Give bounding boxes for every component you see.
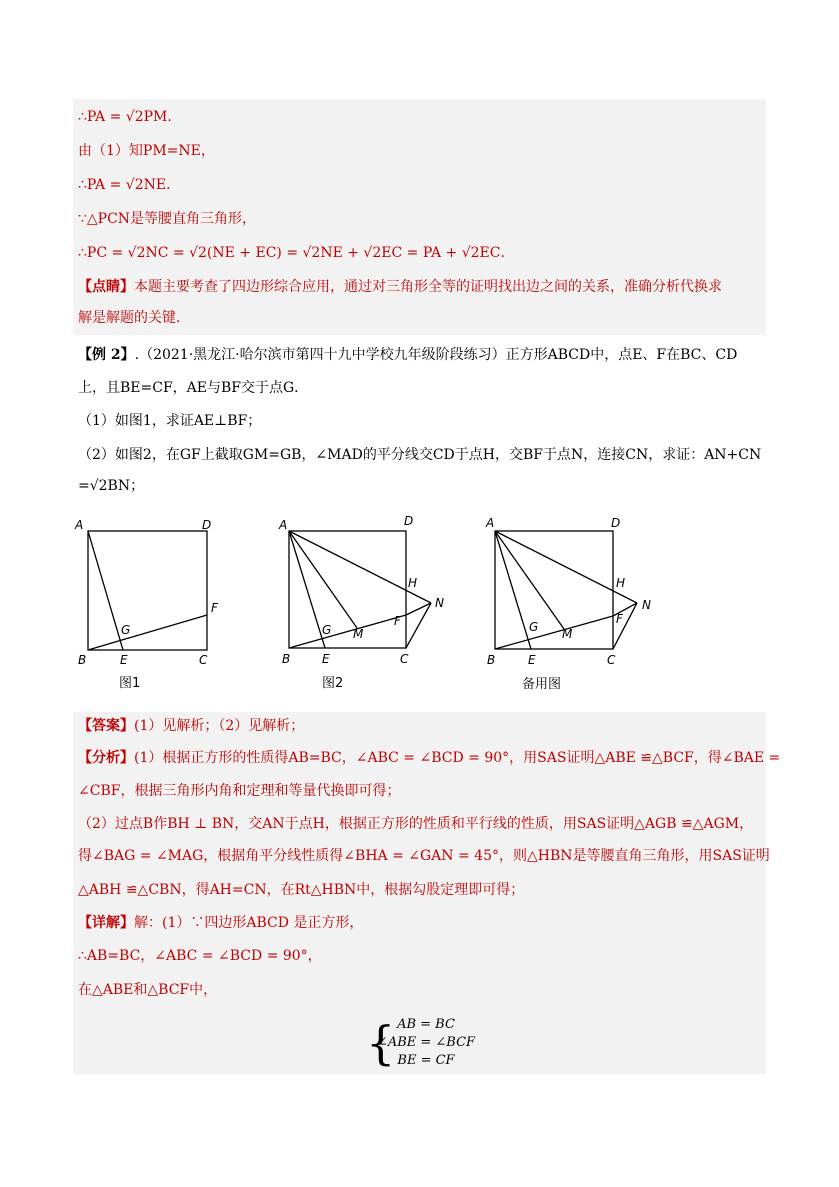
example-source: .（2021·黑龙江·哈尔滨市第四十九中学校九年级阶段练习）正方形ABCD中，点E、F在BC、CD	[134, 347, 738, 363]
answer-tag: 【答案】	[78, 718, 134, 734]
fig2-label-f: F	[394, 614, 401, 628]
fig1-label-d: D	[202, 518, 212, 532]
figure-1	[88, 531, 207, 650]
fig1-label-f: F	[211, 601, 218, 615]
fig2-segment-an	[289, 531, 431, 603]
fig1-label-b: B	[78, 653, 87, 667]
answer-line	[78, 716, 764, 736]
fig2-label-g: G	[322, 623, 332, 637]
example-tag: 【例 2】	[78, 347, 135, 363]
fig1-segment-ae	[88, 531, 123, 650]
solution-line-1: ∴PA = √2PM．	[78, 109, 182, 125]
solution-line-4: ∵△PCN是等腰直角三角形，	[78, 211, 257, 227]
fig3-label-n: N	[642, 598, 651, 612]
fig2-segment-ae	[289, 531, 325, 648]
fig3-label-g: G	[529, 620, 539, 634]
solution-line-2: 由（1）知PM=NE，	[78, 143, 215, 159]
geometry-figures	[0, 505, 839, 705]
solution-line-3: ∴PA = √2NE．	[78, 177, 181, 193]
fig3-segment-an	[495, 531, 637, 603]
answer-text: (1）见解析；（2）见解析；	[134, 718, 305, 734]
analysis-line-2: ∠CBF，根据三角形内角和定理和等量代换即可得；	[78, 783, 401, 799]
fig3-label-c: C	[607, 653, 616, 667]
fig2-segment-am	[289, 531, 357, 628]
fig2-label-a: A	[279, 518, 288, 532]
fig2-segment-cn	[406, 603, 431, 648]
fig1-segment-bf	[88, 615, 207, 650]
analysis-tag: 【分析】	[78, 750, 134, 766]
fig3-label-h: H	[616, 576, 626, 590]
fig3-label-f: F	[616, 612, 623, 626]
fig3-label-a: A	[486, 516, 495, 530]
system-brace: {	[366, 1016, 396, 1070]
analysis-line-3: （2）过点B作BH ⊥ BN，交AN于点H，根据正方形的性质和平行线的性质，用SAS证明△AGB ≌△AGM，	[78, 816, 754, 832]
dianjing-text-1: 本题主要考查了四边形综合应用，通过对三角形全等的证明找出边之间的关系，准确分析代换求	[134, 279, 722, 295]
fig2-label-d: D	[404, 514, 414, 528]
fig1-label-g: G	[121, 623, 131, 637]
question-1: （1）如图1，求证AE⊥BF；	[78, 413, 262, 429]
fig2-label-e: E	[322, 652, 330, 666]
dianjing-line-2: 解是解题的关键．	[78, 310, 190, 326]
dianjing-line-1	[78, 277, 764, 297]
analysis-line-1	[78, 748, 781, 768]
detail-line-2: ∴AB=BC，∠ABC = ∠BCD = 90°，	[78, 948, 322, 964]
analysis-text-1: (1）根据正方形的性质得AB=BC，∠ABC = ∠BCD = 90°，用SAS证明△ABE ≌△BCF，得∠BAE =	[134, 750, 781, 766]
question-2-line-1: （2）如图2，在GF上截取GM=GB，∠MAD的平分线交CD于点H，交BF于点N，连接CN，求证：AN+CN	[78, 447, 762, 463]
example-line-1	[78, 345, 764, 365]
fig3-segment-ae	[495, 531, 531, 649]
fig2-label-c: C	[400, 652, 409, 666]
solution-line-5: ∴PC = √2NC = √2(NE + EC) = √2NE + √2EC = PA + √2EC．	[78, 245, 515, 261]
dianjing-tag: 【点睛】	[78, 279, 134, 295]
fig1-label-a: A	[75, 518, 84, 532]
fig3-label-b: B	[487, 653, 496, 667]
fig2-caption: 图2	[322, 676, 344, 691]
fig2-label-h: H	[408, 576, 418, 590]
detail-tag: 【详解】	[78, 915, 134, 931]
fig1-label-c: C	[199, 653, 208, 667]
analysis-line-5: △ABH ≌△CBN，得AH=CN，在Rt△HBN中，根据勾股定理即可得；	[78, 882, 525, 898]
detail-text-1: 解：(1）∵四边形ABCD 是正方形，	[134, 915, 364, 931]
question-2-line-2: =√2BN；	[78, 478, 145, 494]
system-row-1: AB = BC	[397, 1017, 455, 1032]
analysis-line-4: 得∠BAG = ∠MAG，根据角平分线性质得∠BHA = ∠GAN = 45°，则△HBN是等腰直角三角形，用SAS证明	[78, 848, 770, 864]
fig3-segment-am	[495, 531, 564, 629]
fig3-label-e: E	[528, 653, 536, 667]
fig2-label-n: N	[435, 596, 444, 610]
detail-line-3: 在△ABE和△BCF中，	[78, 982, 218, 998]
fig2-segment-bf	[289, 615, 406, 648]
system-row-3: BE = CF	[397, 1053, 455, 1068]
equation-system	[366, 1013, 486, 1073]
fig3-segment-bf	[495, 616, 613, 649]
fig3-caption: 备用图	[522, 677, 562, 692]
detail-line-1	[78, 913, 764, 933]
fig2-label-m: M	[353, 627, 364, 641]
fig3-label-m: M	[562, 627, 573, 641]
example-line-2: 上，且BE=CF，AE与BF交于点G．	[78, 380, 309, 396]
fig1-label-e: E	[120, 653, 128, 667]
fig3-label-d: D	[611, 516, 621, 530]
fig2-label-b: B	[282, 652, 291, 666]
system-row-2: ∠ABE = ∠BCF	[376, 1035, 476, 1050]
fig1-caption: 图1	[119, 676, 141, 691]
